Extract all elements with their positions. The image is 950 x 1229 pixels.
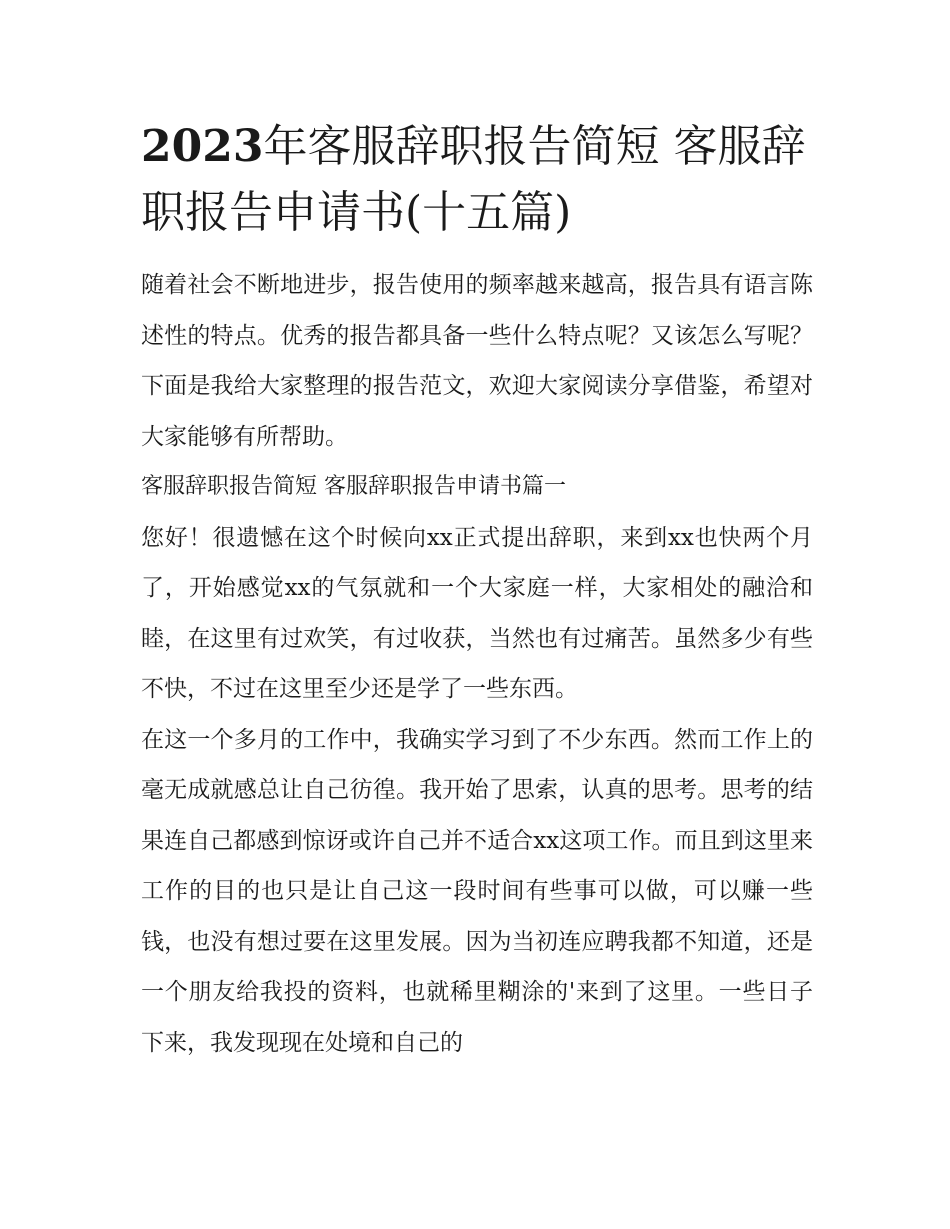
body-paragraph-2: 在这一个多月的工作中，我确实学习到了不少东西。然而工作上的毫无成就感总让自己彷徨。我开始了思索，认真的思考。思考的结果连自己都感到惊讶或许自己并不适合xx这项工作。而且到这里来工作的目的也只是让自己这一段时间有些事可以做，可以赚一些钱，也没有想过要在这里发展。因为当初连应聘我都不知道，还是一个朋友给我投的资料，也就稀里糊涂的'来到了这里。一些日子下来，我发现现在处境和自己的: [141, 726, 813, 1056]
body-paragraph-1: 您好！很遗憾在这个时候向xx正式提出辞职，来到xx也快两个月了，开始感觉xx的气氛就和一个大家庭一样，大家相处的融洽和睦，在这里有过欢笑，有过收获，当然也有过痛苦。虽然多少有些不快，不过在这里至少还是学了一些东西。: [141, 524, 813, 702]
title-text: 年客服辞职报告简短 客服辞职报告申请书(十五篇): [141, 121, 806, 238]
section-heading: 客服辞职报告简短 客服辞职报告申请书篇一: [141, 474, 566, 499]
document-content: [141, 114, 813, 1068]
intro-paragraph: 随着社会不断地进步，报告使用的频率越来越高，报告具有语言陈述性的特点。优秀的报告都具备一些什么特点呢？又该怎么写呢？下面是我给大家整理的报告范文，欢迎大家阅读分享借鉴，希望对大家能够有所帮助。: [141, 272, 813, 450]
title-year: 2023: [141, 121, 264, 172]
document-title: [141, 114, 813, 246]
